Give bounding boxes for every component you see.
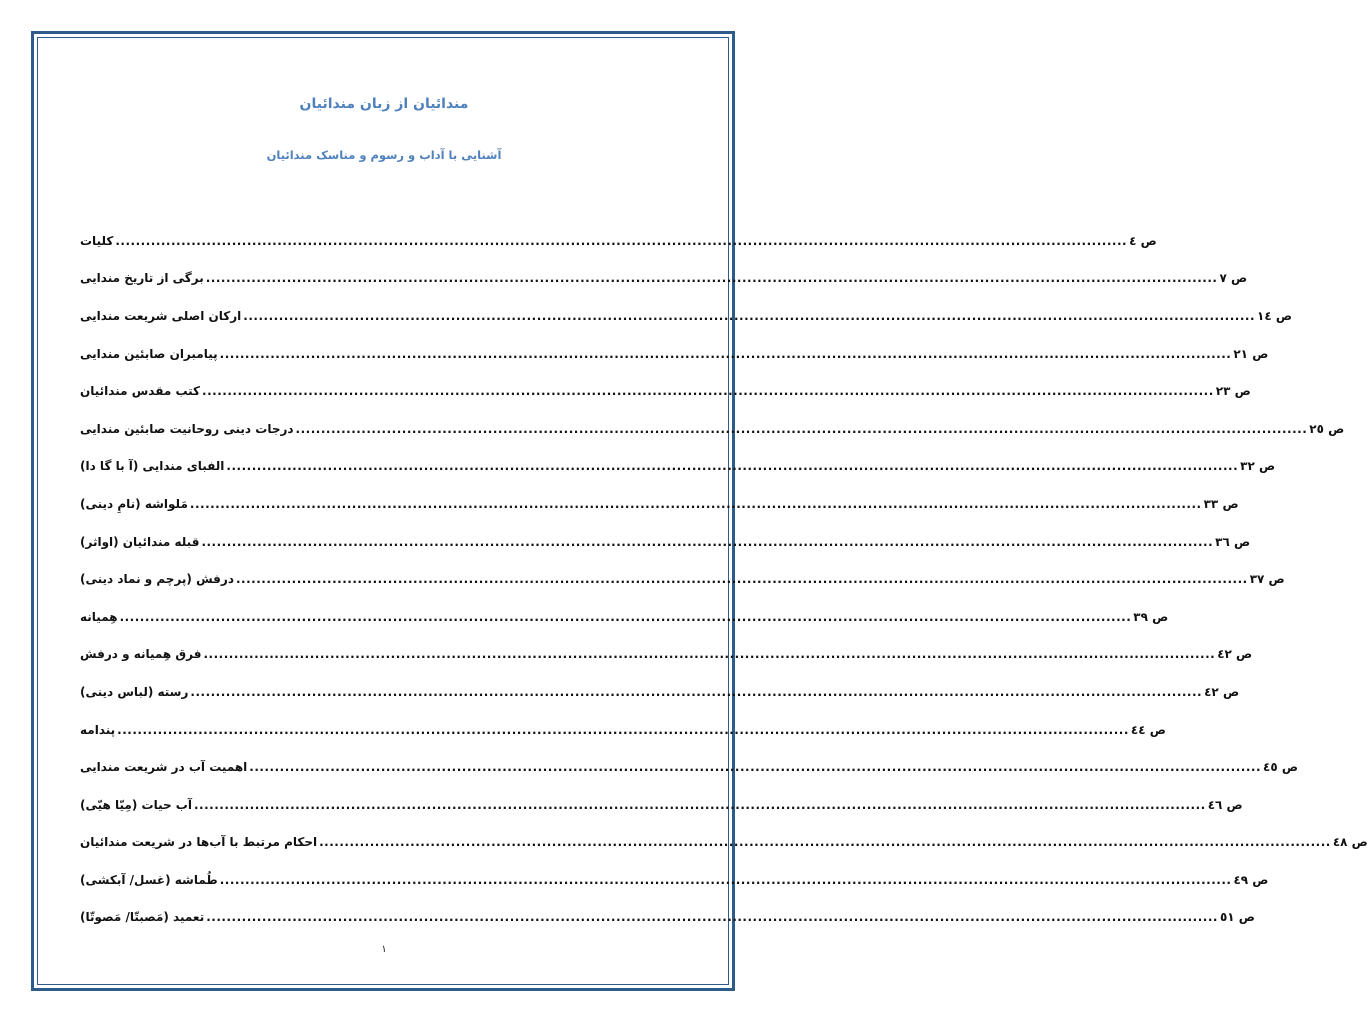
toc-entry (80, 372, 1251, 410)
toc-entry (80, 410, 1345, 448)
toc-entry-title: فرق هِمیانه و درفش (80, 647, 202, 662)
toc-entry-page: ص ٥١ (1219, 910, 1255, 925)
toc-entry-title: درفش (پرچم و نماد دینی) (80, 572, 234, 587)
toc-entry-page: ص ٤٢ (1217, 647, 1253, 662)
toc-entry-title: درجات دینی روحانیت صابئین مندایی (80, 421, 294, 436)
toc-dot-leader: ........................................................................................................................................................................................................ (115, 233, 1128, 248)
toc-entry-page: ص ٤٤ (1130, 722, 1166, 737)
toc-entry (80, 899, 1255, 937)
toc-entry (80, 598, 1169, 636)
toc-entry (80, 523, 1251, 561)
toc-dot-leader: ........................................................................................................................................................................................................ (117, 722, 1129, 737)
toc-entry-title: الفبای مندایی (آ با گا دا) (80, 459, 225, 474)
toc-entry (80, 711, 1166, 749)
toc-entry (80, 824, 1368, 862)
toc-dot-leader: ........................................................................................................................................................................................................ (206, 910, 1218, 925)
toc-entry-title: رسته (لباس دینی) (80, 684, 189, 699)
toc-entry (80, 222, 1157, 260)
toc-entry-title: ارکان اصلی شریعت مندایی (80, 308, 242, 323)
toc-entry-title: هِمیانه (80, 609, 118, 624)
toc-entry (80, 485, 1239, 523)
toc-entry (80, 786, 1243, 824)
toc-dot-leader: ........................................................................................................................................................................................................ (203, 647, 1216, 662)
toc-dot-leader: ........................................................................................................................................................................................................ (202, 384, 1214, 399)
toc-entry-page: ص ٤٢ (1204, 684, 1240, 699)
toc-entry-title: مَلواشه (نامِ دینی) (80, 496, 188, 511)
toc-entry-page: ص ٢١ (1233, 346, 1269, 361)
toc-entry-page: ص ٣٩ (1133, 609, 1169, 624)
toc-entry (80, 748, 1298, 786)
toc-entry-page: ص ٤٥ (1263, 760, 1298, 775)
toc-dot-leader: ........................................................................................................................................................................................................ (193, 797, 1206, 812)
toc-entry-title: طُماشه (غسل/ آبکشی) (80, 872, 218, 887)
toc-dot-leader: ........................................................................................................................................................................................................ (205, 271, 1218, 286)
table-of-contents (80, 222, 1368, 936)
toc-dot-leader: ........................................................................................................................................................................................................ (190, 684, 1203, 699)
toc-entry (80, 260, 1248, 298)
toc-entry-title: کلیات (80, 233, 114, 248)
toc-dot-leader: ........................................................................................................................................................................................................ (189, 496, 1202, 511)
toc-dot-leader: ........................................................................................................................................................................................................ (219, 872, 1232, 887)
toc-entry-title: پندامه (80, 722, 116, 737)
toc-entry-title: برگی از تاریخ مندایی (80, 271, 204, 286)
document-title: مندائیان از زبان مندائیان (299, 96, 469, 112)
toc-entry (80, 861, 1269, 899)
toc-entry-page: ص ٣٢ (1240, 459, 1276, 474)
toc-entry-page: ص ٧ (1219, 271, 1248, 286)
toc-dot-leader: ........................................................................................................................................................................................................ (226, 459, 1239, 474)
toc-dot-leader: ........................................................................................................................................................................................................ (295, 421, 1308, 436)
toc-entry-title: احکام مرتبط با آب‌ها در شریعت مندائیان (80, 835, 318, 850)
toc-entry-page: ص ٤ (1129, 233, 1157, 248)
toc-dot-leader: ........................................................................................................................................................................................................ (219, 346, 1232, 361)
toc-entry-page: ص ٣٧ (1249, 572, 1285, 587)
toc-entry-page: ص ٢٥ (1309, 421, 1345, 436)
toc-dot-leader: ........................................................................................................................................................................................................ (119, 609, 1132, 624)
toc-entry-page: ص ٢٣ (1215, 384, 1251, 399)
toc-entry (80, 673, 1240, 711)
toc-dot-leader: ........................................................................................................................................................................................................ (319, 835, 1331, 850)
toc-entry-title: پیامبران صابئین مندایی (80, 346, 218, 361)
toc-entry-title: آب حیات (مِیّا هیّی) (80, 797, 192, 812)
toc-entry-title: اهمیت آب در شریعت مندایی (80, 760, 248, 775)
page-number: ١ (381, 944, 387, 955)
toc-entry-title: کتب مقدس مندائیان (80, 384, 201, 399)
toc-dot-leader: ........................................................................................................................................................................................................ (243, 308, 1256, 323)
toc-entry-title: قبله مندائیان (اواثر) (80, 534, 200, 549)
toc-entry-page: ص ١٤ (1257, 308, 1292, 323)
toc-entry-page: ص ٣٣ (1203, 496, 1239, 511)
toc-dot-leader: ........................................................................................................................................................................................................ (201, 534, 1214, 549)
toc-entry-page: ص ٣٦ (1215, 534, 1251, 549)
toc-entry (80, 560, 1285, 598)
toc-entry-page: ص ٤٦ (1207, 797, 1243, 812)
toc-entry (80, 636, 1253, 674)
toc-dot-leader: ........................................................................................................................................................................................................ (249, 760, 1262, 775)
toc-entry (80, 448, 1276, 486)
document-subtitle: آشنایی با آداب و رسوم و مناسک مندائیان (266, 148, 502, 162)
toc-entry-page: ص ٤٩ (1233, 872, 1269, 887)
toc-entry-page: ص ٤٨ (1332, 835, 1368, 850)
toc-dot-leader: ........................................................................................................................................................................................................ (235, 572, 1248, 587)
toc-entry (80, 335, 1269, 373)
toc-entry-title: تعمید (مَصبتّا/ مَصوتّا) (80, 910, 205, 925)
toc-entry (80, 297, 1292, 335)
